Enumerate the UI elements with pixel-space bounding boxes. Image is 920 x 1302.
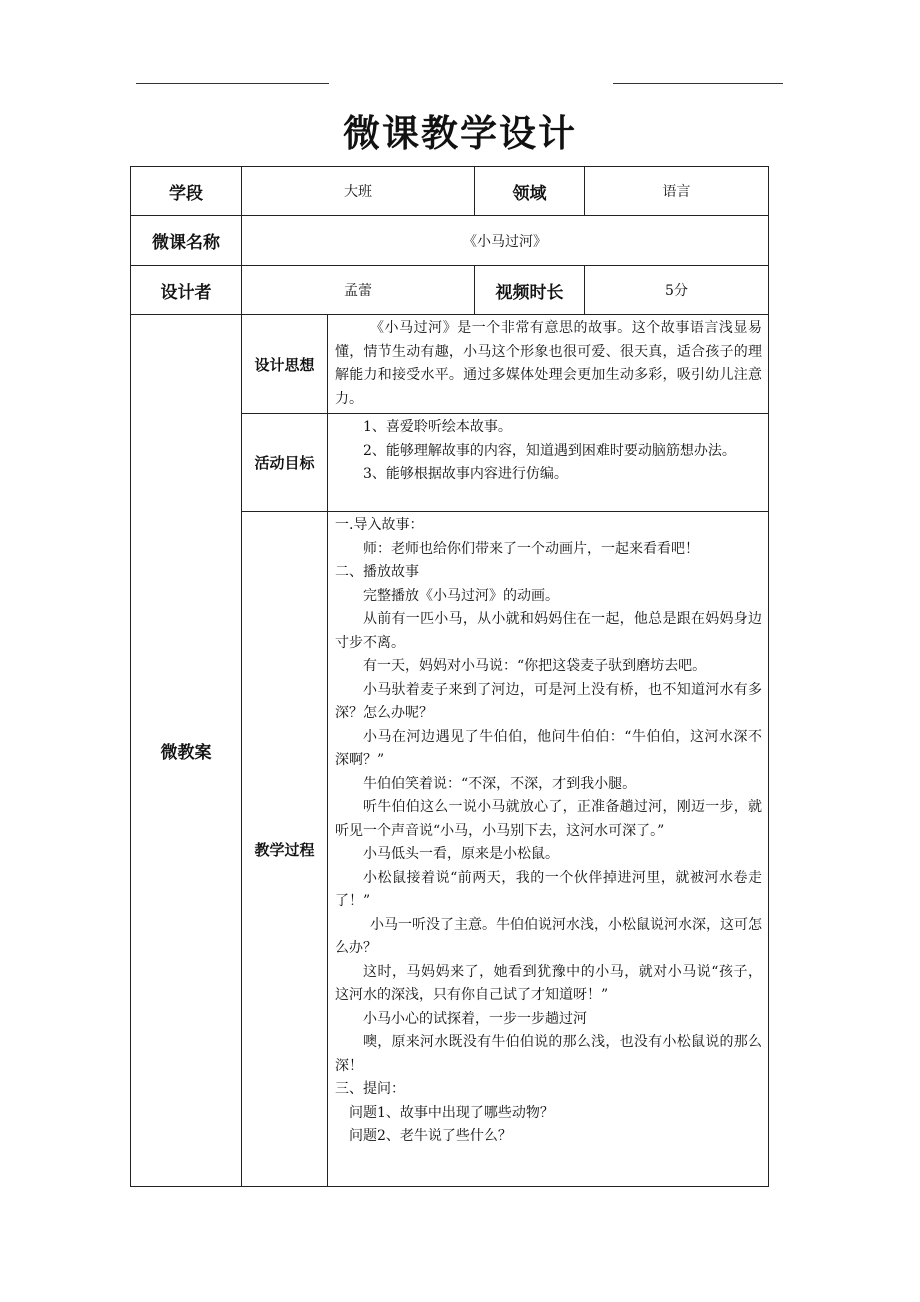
- process-heading: 一.导入故事：: [335, 517, 424, 533]
- stage-label: 学段: [131, 167, 242, 216]
- goal-item: 3、能够根据故事内容进行仿编。: [363, 466, 568, 482]
- question-item: 问题1、故事中出现了哪些动物？: [349, 1104, 554, 1121]
- row-stage: [131, 167, 769, 216]
- duration-label: 视频时长: [475, 266, 585, 315]
- process-heading: 三、提问：: [335, 1081, 405, 1097]
- process-line: 师：老师也给你们带来了一个动画片，一起来看看吧！: [363, 540, 699, 557]
- idea-text: 《小马过河》是一个非常有意思的故事。这个故事语言浅显易懂，情节生动有趣，小马这个形象也很可爱、很天真，适合孩子的理解能力和接受水平。通过多媒体处理会更加生动多彩，吸引幼儿注意力。: [335, 320, 762, 407]
- designer-label: 设计者: [131, 266, 242, 315]
- name-label: 微课名称: [131, 216, 242, 266]
- idea-label: 设计思想: [242, 315, 328, 414]
- process-line: 小马小心的试探着，一步一步趟过河: [363, 1010, 587, 1027]
- process-line: 噢，原来河水既没有牛伯伯说的那么浅，也没有小松鼠说的那么深！: [335, 1034, 762, 1074]
- process-line: 牛伯伯笑着说：“不深，不深，才到我小腿。: [363, 775, 637, 792]
- process-line: 小马低头一看，原来是小松鼠。: [363, 846, 559, 862]
- lesson-design-table: [130, 166, 769, 1187]
- domain-label: 领域: [475, 167, 585, 216]
- stage-value: 大班: [242, 167, 475, 216]
- goals-label: 活动目标: [242, 414, 328, 512]
- process-line: 从前有一匹小马，从小就和妈妈住在一起，他总是跟在妈妈身边寸步不离。: [335, 611, 762, 651]
- row-name: [131, 216, 769, 266]
- goal-item: 2、能够理解故事的内容，知道遇到困难时要动脑筋想办法。: [363, 442, 736, 459]
- name-value: 《小马过河》: [242, 216, 769, 266]
- idea-cell: [328, 315, 769, 414]
- process-line: 小马驮着麦子来到了河边，可是河上没有桥，也不知道河水有多深？怎么办呢？: [335, 681, 762, 721]
- domain-value: 语言: [585, 167, 769, 216]
- goals-cell: [328, 414, 769, 512]
- designer-value: 孟蕾: [242, 266, 475, 315]
- row-designer: [131, 266, 769, 315]
- process-label: 教学过程: [242, 512, 328, 1187]
- goal-item: 1、喜爱聆听绘本故事。: [363, 419, 512, 435]
- question-item: 问题2、老牛说了些什么？: [349, 1128, 512, 1144]
- header-rule-right: [613, 83, 783, 84]
- process-line: 小马在河边遇见了牛伯伯，他问牛伯伯：“牛伯伯，这河水深不深啊？”: [335, 728, 762, 768]
- process-line: 完整播放《小马过河》的动画。: [363, 587, 559, 604]
- process-line: 小马一听没了主意。牛伯伯说河水浅，小松鼠说河水深，这可怎么办？: [335, 916, 762, 956]
- header-rule-left: [136, 83, 329, 84]
- duration-value: 5分: [585, 266, 769, 315]
- process-line: 这时，马妈妈来了，她看到犹豫中的小马，就对小马说“孩子，这河水的深浅，只有你自己试了才知道呀！”: [335, 963, 762, 1003]
- process-line: 小松鼠接着说“前两天，我的一个伙伴掉进河里，就被河水卷走了！”: [335, 869, 762, 909]
- process-line: 有一天，妈妈对小马说：“你把这袋麦子驮到磨坊去吧。: [363, 658, 707, 674]
- process-heading: 二、播放故事: [335, 564, 419, 580]
- process-cell: [328, 512, 769, 1187]
- process-line: 听牛伯伯这么一说小马就放心了，正准备趟过河，刚迈一步，就听见一个声音说“小马，小马别下去，这河水可深了。”: [335, 799, 762, 839]
- page-title: 微课教学设计: [343, 112, 577, 155]
- row-idea: [131, 315, 769, 414]
- section-label: 微教案: [131, 315, 242, 1187]
